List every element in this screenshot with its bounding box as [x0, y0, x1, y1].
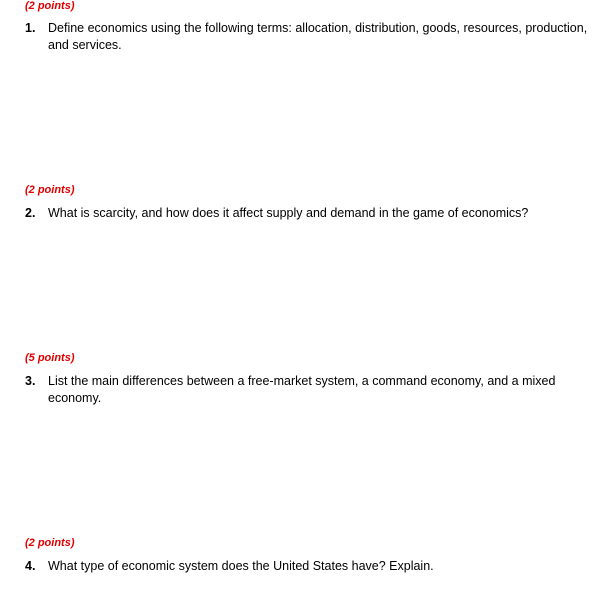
question-number: 4.	[25, 559, 36, 573]
points-label: (2 points)	[25, 0, 75, 12]
question-text: Define economics using the following terms: allocation, distribution, goods, resources, production, and services.	[48, 21, 588, 52]
question-number: 1.	[25, 21, 36, 35]
question-row	[25, 20, 600, 54]
question-number: 3.	[25, 374, 36, 388]
points-label: (2 points)	[25, 184, 75, 196]
question-text: What is scarcity, and how does it affect supply and demand in the game of economics?	[48, 206, 529, 220]
question-row	[25, 373, 600, 407]
question-number: 2.	[25, 206, 36, 220]
question-text: List the main differences between a free-market system, a command economy, and a mixed economy.	[48, 374, 556, 405]
points-label: (5 points)	[25, 352, 75, 364]
question-text: What type of economic system does the United States have? Explain.	[48, 559, 434, 573]
question-row	[25, 205, 600, 222]
question-row	[25, 558, 600, 575]
points-label: (2 points)	[25, 537, 75, 549]
